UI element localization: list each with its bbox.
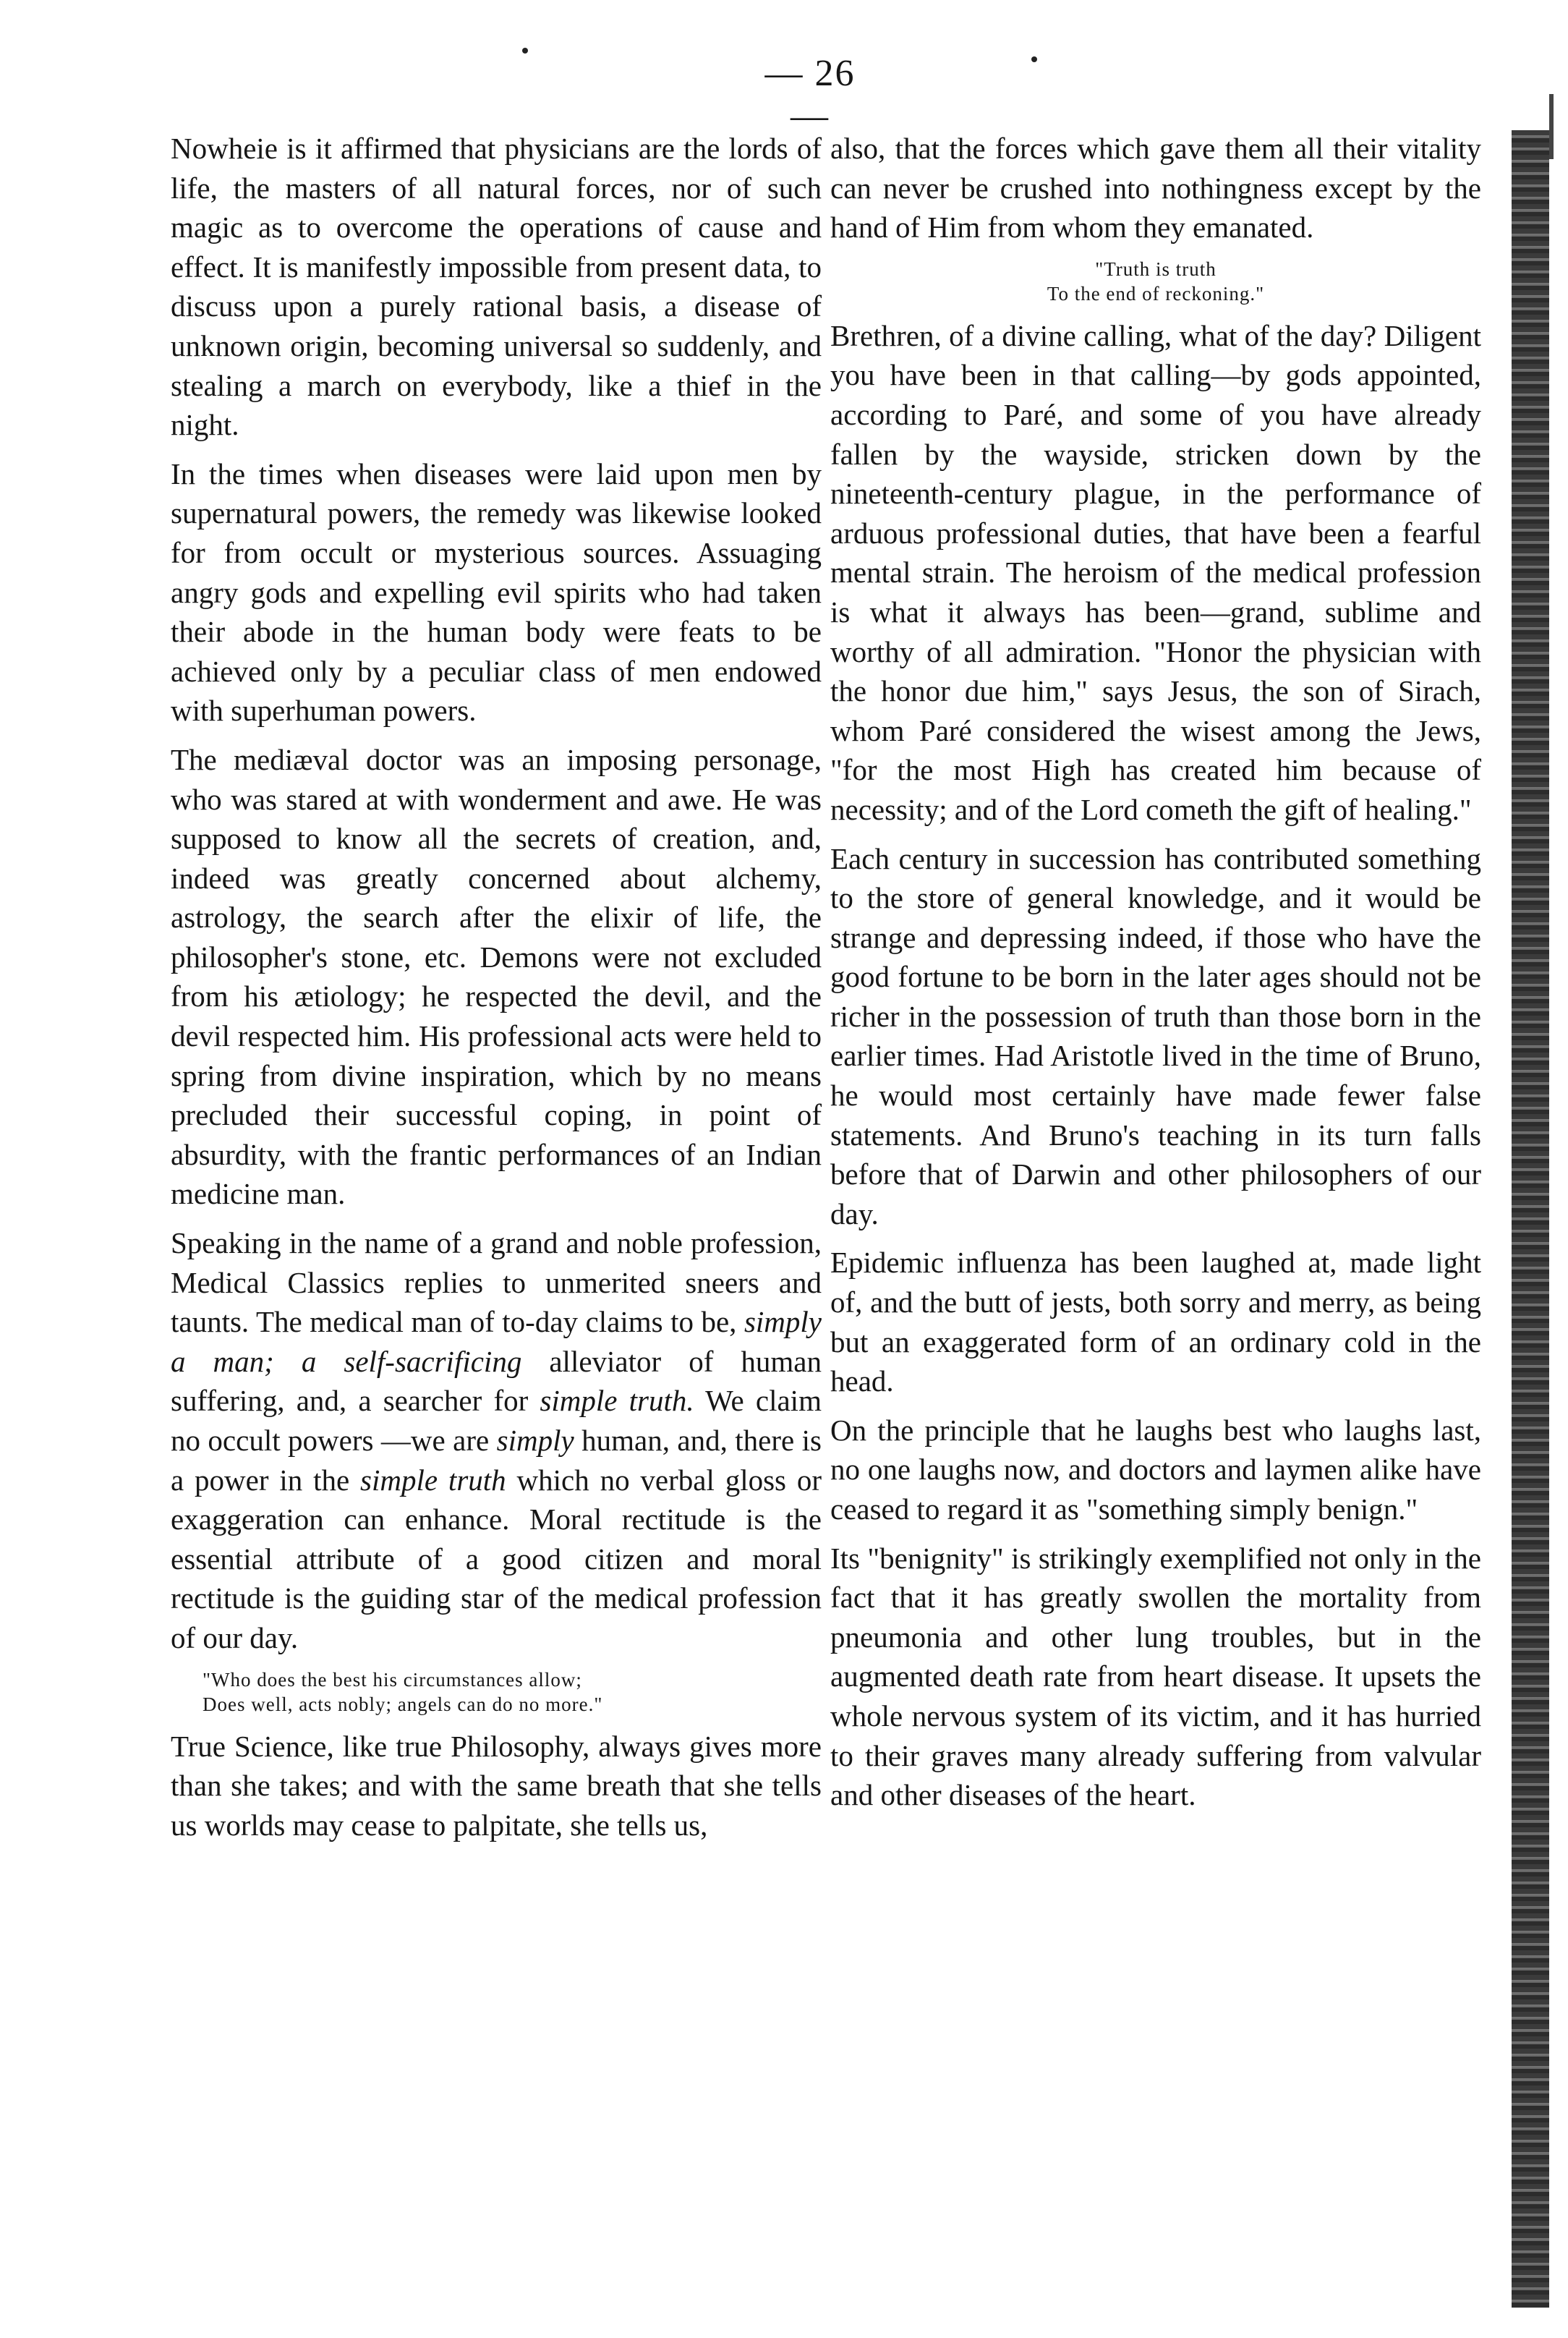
paragraph: In the times when diseases were laid upon men by supernatural powers, the remedy was likewise looked for from occult or mysterious sources. Assuaging angry gods and expelling evil spirits who had taken their abode in the human body were feats to be achieved only by a peculiar class of men endowed with superhuman powers. — [171, 456, 822, 728]
paragraph: Nowheie is it affirmed that physicians are the lords of life, the masters of all natural forces, nor of such magic as to overcome the operations of cause and effect. It is manifestly impossible from present data, to discuss upon a purely rational basis, a disease of unknown origin, becoming universal so suddenly, and stealing a march on everybody, like a thief in the night. — [171, 132, 822, 442]
text-run: human, and, there is a power in the — [171, 1424, 822, 1497]
text-run: alleviator of human suffering, and, a searcher for — [171, 1344, 822, 1418]
italic-run: simple truth — [360, 1463, 506, 1497]
ink-speck — [1031, 56, 1037, 62]
scan-edge-mark — [1549, 94, 1554, 159]
right-column — [830, 129, 1481, 1824]
paragraph: Brethren, of a divine calling, what of the day? Diligent you have been in that calling—by gods appointed, according to Paré, and some of you have already fallen by the wayside, stricken down by the nineteenth-century plague, in the performance of arduous professional duties, that have been a fearful mental strain. The heroism of the medical profession is what it always has been—grand, sublime and worthy of all admiration. "Honor the physician with the honor due him," says Jesus, the son of Sirach, whom Paré considered the wisest among the Jews, "for the most High has created him because of necessity; and of the Lord cometh the gift of healing." — [830, 318, 1481, 826]
paragraph: True Science, like true Philosophy, always gives more than she takes; and with the same breath that she tells us worlds may cease to palpitate, she tells us, — [171, 1729, 822, 1842]
italic-run: simply — [496, 1424, 574, 1457]
verse-line: "Who does the best his circumstances allow; — [203, 1668, 582, 1691]
paragraph: Epidemic influenza has been laughed at, made light of, and the butt of jests, both sorry and merry, as being but an exaggerated form of an ordinary cold in the head. — [830, 1246, 1481, 1398]
text-run: Speaking in the name of a grand and noble profession, Medical Classics replies to unmerited sneers and taunts. The medical man of to-day claims to be, — [171, 1226, 822, 1339]
paragraph: On the principle that he laughs best who laughs last, no one laughs now, and doctors and laymen alike have ceased to regard it as "something simply benign." — [830, 1413, 1481, 1526]
italic-run: simple truth. — [540, 1384, 694, 1418]
verse-line: To the end of reckoning." — [1047, 282, 1265, 305]
paragraph: Each century in succession has contributed something to the store of general knowledge, and it would be strange and depressing indeed, if those who have the good fortune to be born in the later ages should not be richer in the possession of truth than those born in the earlier times. Had Aristotle lived in the time of Bruno, he would most certainly have made fewer false statements. And Bruno's teaching in its turn falls before that of Darwin and other philosophers of our day. — [830, 841, 1481, 1230]
paragraph: The mediæval doctor was an imposing personage, who was stared at with wonderment and awe. He was supposed to know all the secrets of creation, and, indeed was greatly concerned about alchemy, astrology, the search after the elixir of life, the philosopher's stone, etc. Demons were not excluded from his ætiology; he respected the devil, and the devil respected him. His professional acts were held to spring from divine inspiration, which by no means precluded their successful coping, in point of absurdity, with the frantic performances of an Indian medicine man. — [171, 742, 822, 1211]
italic-run: simply a man; a self-sacrificing — [171, 1305, 822, 1378]
text-run: We claim no occult powers —we are — [171, 1384, 822, 1457]
text-run: which no verbal gloss or exaggeration can enhance. Moral rectitude is the essential attribute of a good citizen and moral rectitude is the guiding star of the medical profession of our day. — [171, 1463, 822, 1654]
left-column — [171, 129, 822, 1854]
page-number: — 26 — — [764, 53, 856, 137]
scan-edge-shadow — [1512, 130, 1549, 2308]
paragraph: Its "benignity" is strikingly exemplified not only in the fact that it has greatly swollen the mortality from pneumonia and other lung troubles, but in the augmented death rate from heart disease. It upsets the whole nervous system of its victim, and it has hurried to their graves many already suffering from valvular and other diseases of the heart. — [830, 1541, 1481, 1812]
paragraph: also, that the forces which gave them all their vitality can never be crushed into nothingness except by the hand of Him from whom they emanated. — [830, 132, 1481, 245]
verse-line: "Truth is truth — [1095, 258, 1217, 280]
verse-line: Does well, acts nobly; angels can do no more." — [203, 1693, 603, 1715]
ink-speck — [522, 48, 528, 54]
paragraph — [171, 1223, 822, 1658]
verse-quote — [830, 257, 1481, 306]
verse-quote — [171, 1667, 822, 1717]
